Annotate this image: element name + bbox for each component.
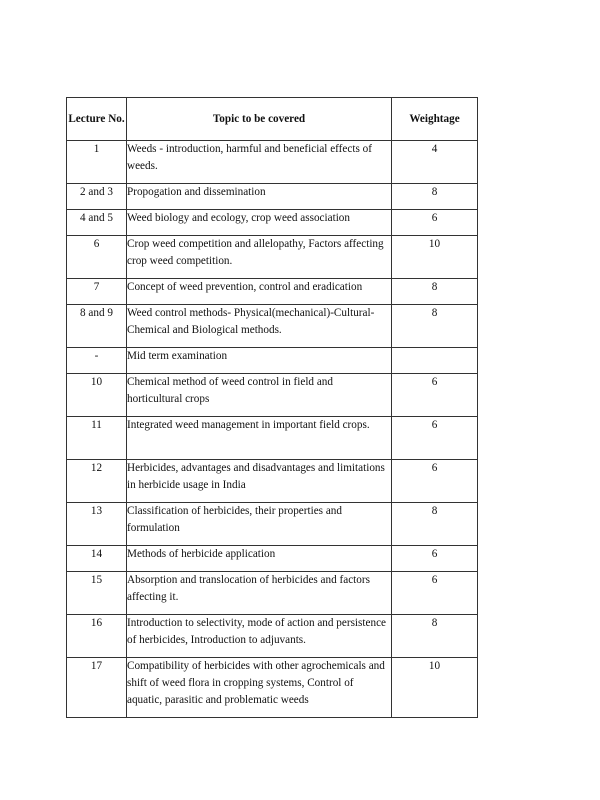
lecture-no-cell: 16 xyxy=(67,615,127,658)
table-row xyxy=(67,210,478,236)
lecture-no-cell: 10 xyxy=(67,374,127,417)
weightage-cell: 6 xyxy=(392,210,478,236)
topic-cell: Concept of weed prevention, control and eradication xyxy=(127,279,392,305)
lecture-no-cell: 11 xyxy=(67,417,127,460)
topic-cell: Herbicides, advantages and disadvantages and limitations in herbicide usage in India xyxy=(127,460,392,503)
header-lecture-no xyxy=(67,98,127,141)
weightage-cell: 8 xyxy=(392,279,478,305)
lecture-no-cell: 8 and 9 xyxy=(67,305,127,348)
table-row xyxy=(67,184,478,210)
topic-cell: Weed control methods- Physical(mechanical)-Cultural-Chemical and Biological methods. xyxy=(127,305,392,348)
lecture-no-cell: 6 xyxy=(67,236,127,279)
topic-cell: Integrated weed management in important field crops. xyxy=(127,417,392,460)
table-row xyxy=(67,348,478,374)
lecture-no-cell: 1 xyxy=(67,141,127,184)
lecture-no-cell: 4 and 5 xyxy=(67,210,127,236)
weightage-cell: 6 xyxy=(392,572,478,615)
header-weightage: Weightage xyxy=(392,98,478,141)
header-topic: Topic to be covered xyxy=(127,98,392,141)
weightage-cell: 10 xyxy=(392,658,478,718)
header-lecture-no-text: Lecture No. xyxy=(68,113,125,125)
topic-cell: Introduction to selectivity, mode of action and persistence of herbicides, Introduction to adjuvants. xyxy=(127,615,392,658)
topic-cell: Compatibility of herbicides with other agrochemicals and shift of weed flora in cropping systems, Control of aquatic, parasitic and problematic weeds xyxy=(127,658,392,718)
weightage-cell: 6 xyxy=(392,460,478,503)
topic-cell: Propogation and dissemination xyxy=(127,184,392,210)
weightage-cell: 6 xyxy=(392,374,478,417)
weightage-cell: 6 xyxy=(392,546,478,572)
weightage-cell: 8 xyxy=(392,503,478,546)
table-row xyxy=(67,141,478,184)
table-row xyxy=(67,658,478,718)
weightage-cell: 10 xyxy=(392,236,478,279)
table-row xyxy=(67,546,478,572)
topic-cell: Methods of herbicide application xyxy=(127,546,392,572)
lecture-no-cell: 7 xyxy=(67,279,127,305)
topic-cell: Classification of herbicides, their properties and formulation xyxy=(127,503,392,546)
lecture-no-cell: 15 xyxy=(67,572,127,615)
weightage-cell xyxy=(392,348,478,374)
topic-cell: Weed biology and ecology, crop weed association xyxy=(127,210,392,236)
lecture-no-cell: 17 xyxy=(67,658,127,718)
table-row xyxy=(67,417,478,460)
table-row xyxy=(67,503,478,546)
table-header-row xyxy=(67,98,478,141)
weightage-cell: 4 xyxy=(392,141,478,184)
topic-cell: Mid term examination xyxy=(127,348,392,374)
table-row xyxy=(67,615,478,658)
weightage-cell: 8 xyxy=(392,305,478,348)
topic-cell: Weeds - introduction, harmful and beneficial effects of weeds. xyxy=(127,141,392,184)
lecture-no-cell: 2 and 3 xyxy=(67,184,127,210)
table-row xyxy=(67,279,478,305)
table-row xyxy=(67,236,478,279)
topic-cell: Chemical method of weed control in field and horticultural crops xyxy=(127,374,392,417)
lecture-no-cell: 13 xyxy=(67,503,127,546)
lecture-no-cell: 12 xyxy=(67,460,127,503)
weightage-cell: 8 xyxy=(392,184,478,210)
weightage-cell: 8 xyxy=(392,615,478,658)
weightage-cell: 6 xyxy=(392,417,478,460)
lecture-schedule-table xyxy=(66,97,478,718)
table-row xyxy=(67,305,478,348)
table-row xyxy=(67,572,478,615)
table-row xyxy=(67,460,478,503)
topic-cell: Crop weed competition and allelopathy, Factors affecting crop weed competition. xyxy=(127,236,392,279)
lecture-no-cell: 14 xyxy=(67,546,127,572)
table-row xyxy=(67,374,478,417)
lecture-no-cell: - xyxy=(67,348,127,374)
topic-cell: Absorption and translocation of herbicides and factors affecting it. xyxy=(127,572,392,615)
